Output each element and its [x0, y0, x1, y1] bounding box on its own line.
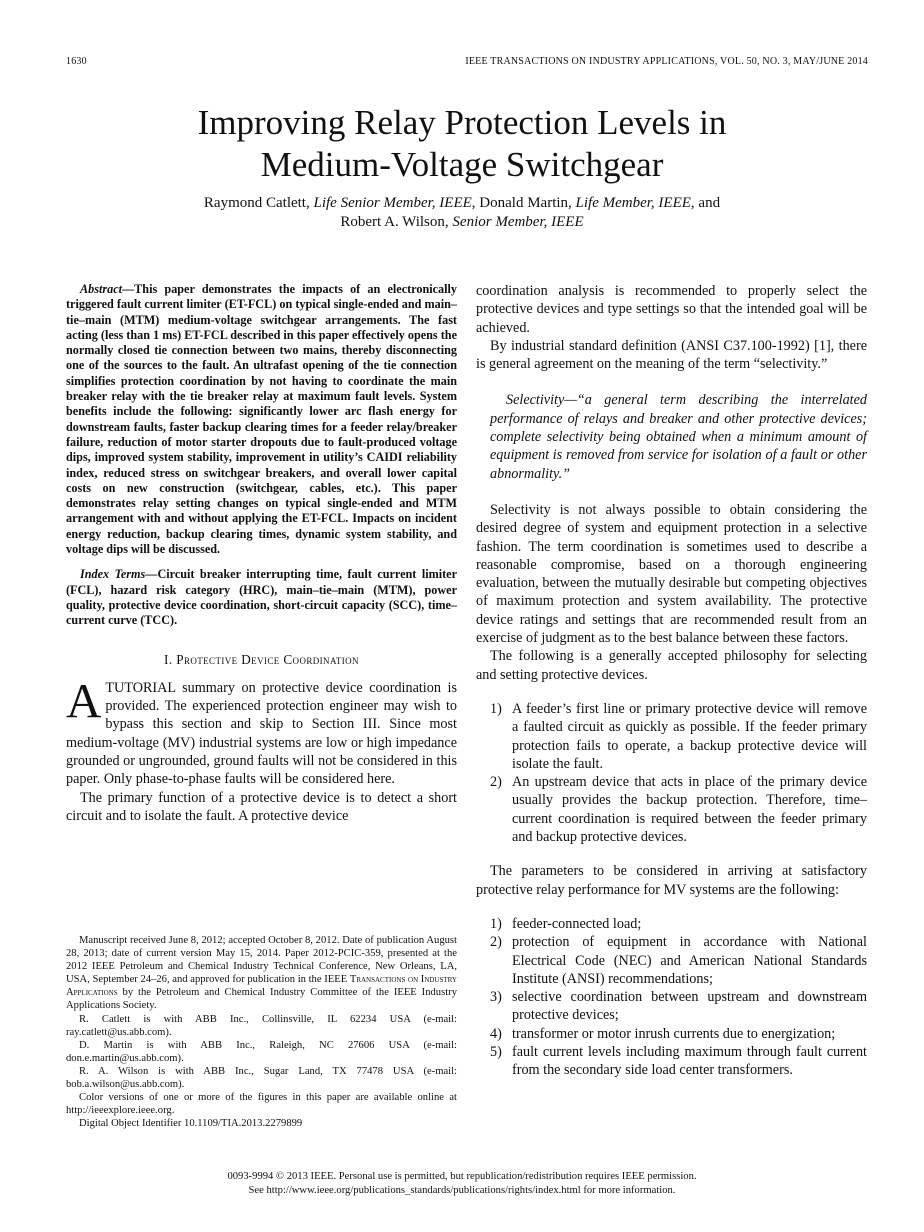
color-figures-footnote: Color versions of one or more of the figures in this paper are available online at http://ieeexplore.ieee.org.	[66, 1092, 457, 1117]
affiliation-footnote: R. Catlett is with ABB Inc., Collinsville, IL 62234 USA (e-mail: ray.catlett@us.abb.com).	[66, 1013, 457, 1038]
author-3-name: Robert A. Wilson,	[340, 214, 453, 230]
list-item	[476, 773, 867, 846]
list-item	[476, 700, 867, 773]
abstract	[66, 282, 457, 557]
list-item	[476, 988, 867, 1025]
copyright-notice	[0, 1170, 924, 1198]
parameters-paragraph: The parameters to be considered in arriving at satisfactory protective relay performance for MV systems are the following:	[476, 863, 867, 898]
author-line-1	[0, 194, 924, 213]
function-paragraph: The primary function of a protective device is to detect a short circuit and to isolate the fault. A protective device	[66, 789, 457, 824]
footnotes	[66, 934, 457, 1130]
intro-paragraph-text: TUTORIAL summary on protective device coordination is provided. The experienced protection engineer may wish to bypass this section and skip to Section III. Since most medium-voltage (MV) industrial systems are low or high impedance grounded or ungrounded, ground faults will not be considered in this paper. Only phase-to-phase faults will be considered here.	[66, 679, 457, 788]
section-numeral: I.	[164, 651, 177, 667]
list-item	[476, 933, 867, 988]
index-terms	[66, 567, 457, 628]
left-column	[66, 282, 457, 825]
list-item-text: selective coordination between upstream and downstream protective devices;	[512, 989, 867, 1024]
author-list	[0, 194, 924, 232]
selectivity-paragraph: Selectivity is not always possible to obtain considering the desired degree of system and equipment protection in a selective fashion. The term coordination is sometimes used to describe a reasonable compromise, based on a thorough engineering evaluation, between the mutually desirable but competing objectives of maximum protection and system availability. The protective device ratings and settings that are recommended result from an exercise of judgment as to the best balance between these factors.	[476, 501, 867, 647]
section-title: Protective Device Coordination	[176, 651, 359, 667]
list-item	[476, 1043, 867, 1080]
abstract-text: This paper demonstrates the impacts of an electronically triggered fault current limiter (ET-FCL) on typical single-ended and main–tie–main (MTM) medium-voltage switchgear arrangements. The fast acting (less than 1 ms) ET-FCL described in this paper effectively opens the normally closed tie connection between two mains, thereby disconnecting one of the sources to the fault. An ultrafast opening of the tie connection simplifies protection coordination by not having to coordinate the main breaker relay with the tie breaker relay at maximum fault levels. System benefits include the following: significantly lower arc flash energy for downstream faults, faster backup clearing times for a feeder relay/breaker failure, reduction of motor starter dropouts due to fault-produced voltage dips, improved system stability, improvement in utility’s CAIDI reliability index, reduced stress on switchgear breakers, and overall lower capital costs on new construction (switchgear, cables, etc.). This paper demonstrates relay setting changes on typical single-ended and MTM arrangement with and without applying the ET-FCL. Impacts on incident energy reduction, backup clearing times, dynamic system stability, and voltage dips will be discussed.	[66, 282, 457, 557]
list-item-text: transformer or motor inrush currents due to energization;	[512, 1025, 836, 1042]
list-item-text: feeder-connected load;	[512, 915, 642, 932]
author-1-role: Life Senior Member, IEEE	[313, 195, 472, 211]
list-item-text: protection of equipment in accordance with National Electrical Code (NEC) and American National Standards Institute (ANSI) recommendations;	[512, 934, 867, 987]
philosophy-paragraph: The following is a generally accepted philosophy for selecting and setting protective devices.	[476, 648, 867, 683]
list-item	[476, 1025, 867, 1043]
author-sep-2: , and	[690, 195, 721, 211]
list-item-number: 4)	[490, 1025, 502, 1042]
title-line-1: Improving Relay Protection Levels in	[197, 103, 727, 142]
author-sep-1: , Donald Martin,	[471, 195, 576, 211]
list-item-number: 2)	[490, 934, 502, 951]
philosophy-list	[476, 700, 867, 846]
copyright-line-2: See http://www.ieee.org/publications_standards/publications/rights/index.html for more information.	[248, 1185, 676, 1196]
list-item-number: 5)	[490, 1043, 502, 1060]
list-item	[476, 915, 867, 933]
list-item-text: fault current levels including maximum through fault current from the secondary side load center transformers.	[512, 1043, 867, 1079]
manuscript-footnote-c: by the Petroleum and Chemical Industry Committee of the IEEE Industry Applications Society.	[66, 987, 457, 1012]
abstract-label: Abstract—	[80, 282, 135, 296]
author-2-role: Life Member, IEEE	[575, 195, 691, 211]
author-1-name: Raymond Catlett,	[203, 195, 314, 211]
manuscript-footnote-a: Manuscript received June 8, 2012; accepted October 8, 2012. Date of publication August 28, 2013; date of current version May 15, 2014. Paper 2012-PCIC-359, presented at the 2012 IEEE Petroleum and Chemical Industry Technical Conference, New Orleans, LA, USA, September 24–26, and approved for publication in the IEEE	[66, 935, 457, 986]
selectivity-definition-text: Selectivity—“a general term describing the interrelated performance of relays and breaker and other protective devices; complete selectivity being obtained when a minimum amount of equipment is removed from service for isolation of a fault or other abnormality.”	[490, 392, 867, 482]
list-item-number: 1)	[490, 915, 502, 932]
journal-header: IEEE TRANSACTIONS ON INDUSTRY APPLICATIONS, VOL. 50, NO. 3, MAY/JUNE 2014	[465, 56, 868, 67]
section-heading	[66, 651, 457, 669]
manuscript-footnote	[66, 934, 457, 1013]
ansi-paragraph: By industrial standard definition (ANSI C37.100-1992) [1], there is general agreement on the meaning of the term “selectivity.”	[476, 337, 867, 373]
page-number: 1630	[66, 56, 87, 67]
index-terms-text: Circuit breaker interrupting time, fault current limiter (FCL), hazard risk category (HRC), main–tie–main (MTM), power quality, protective device coordination, short-circuit capacity (SCC), time–current curve (TCC).	[66, 567, 458, 628]
index-terms-label: Index Terms—	[80, 567, 158, 582]
intro-paragraph	[66, 672, 457, 789]
list-item-number: 2)	[490, 774, 502, 791]
paper-title	[0, 102, 924, 186]
journal-name-footnote: Transactions on Industry Applications	[66, 974, 457, 999]
affiliation-footnote: D. Martin is with ABB Inc., Raleigh, NC 27606 USA (e-mail: don.e.martin@us.abb.com).	[66, 1039, 457, 1064]
list-item-number: 1)	[490, 700, 502, 717]
list-item-text: An upstream device that acts in place of the primary device usually provides the backup protection. Therefore, time–current coordination is required between the feeder primary and backup protective devices.	[512, 774, 867, 846]
copyright-line-1: 0093-9994 © 2013 IEEE. Personal use is permitted, but republication/redistribution requires IEEE permission.	[227, 1171, 697, 1182]
list-item-text: A feeder’s first line or primary protective device will remove a faulted circuit as quickly as possible. If the feeder primary protection fails to operate, a backup protective device will isolate the fault.	[512, 700, 867, 772]
drop-cap: A	[66, 672, 102, 728]
author-line-2	[0, 213, 924, 232]
right-column	[476, 282, 867, 1096]
author-3-role: Senior Member, IEEE	[452, 214, 584, 230]
selectivity-definition	[490, 391, 867, 482]
continued-paragraph: coordination analysis is recommended to properly select the protective devices and type settings so that the intended goal will be achieved.	[476, 283, 867, 336]
title-line-2: Medium-Voltage Switchgear	[260, 145, 664, 184]
doi-footnote: Digital Object Identifier 10.1109/TIA.2013.2279899	[79, 1118, 303, 1130]
parameters-list	[476, 915, 867, 1080]
affiliation-footnote: R. A. Wilson is with ABB Inc., Sugar Land, TX 77478 USA (e-mail: bob.a.wilson@us.abb.com).	[66, 1065, 457, 1091]
list-item-number: 3)	[490, 989, 502, 1006]
